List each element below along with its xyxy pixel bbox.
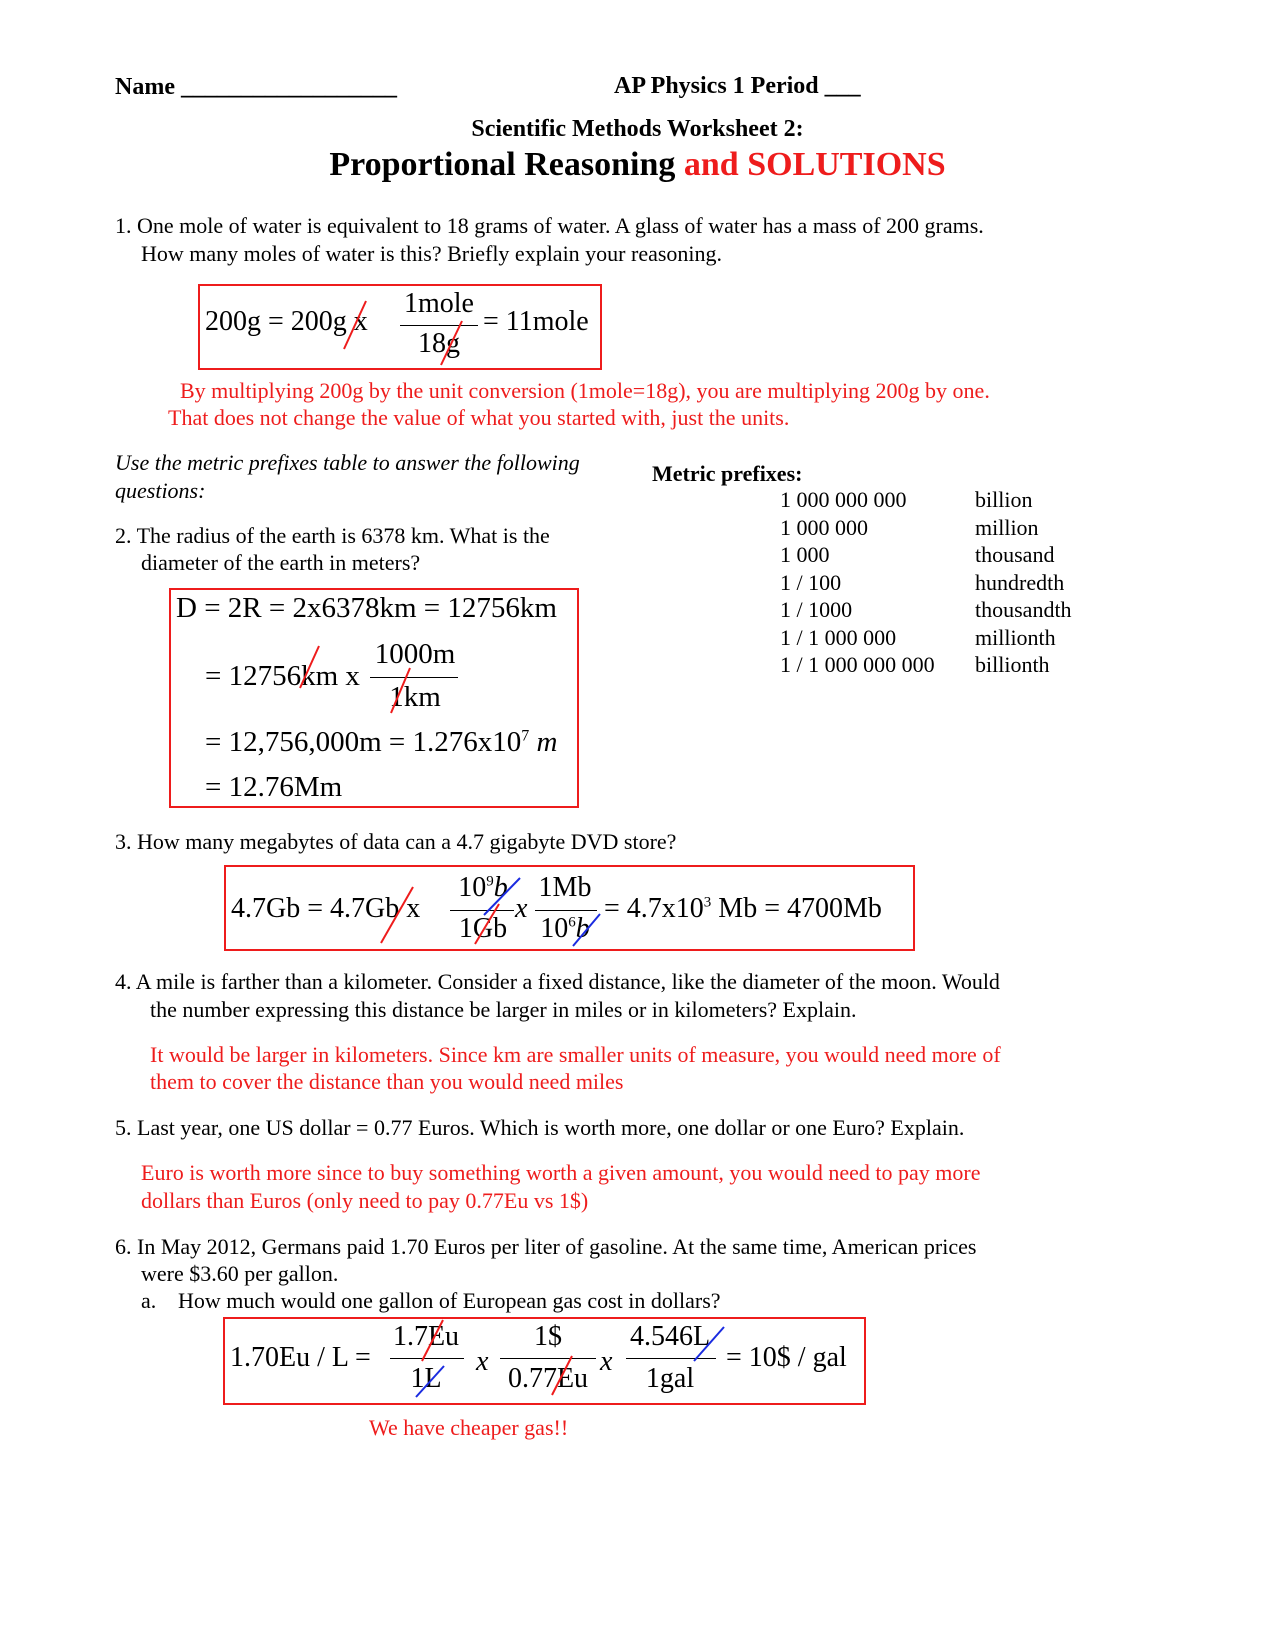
q6-times-2: x (600, 1346, 613, 1377)
q4-text-line2: the number expressing this distance be larger in miles or in kilometers? Explain. (150, 997, 857, 1022)
q6-eq-right: = 10$ / gal (726, 1342, 847, 1373)
worksheet-title (0, 146, 1275, 184)
period-blank: ___ (824, 73, 861, 99)
q6-times-1: x (476, 1346, 489, 1377)
prefix-value: 1 / 1 000 000 000 (780, 652, 935, 677)
q2-text-line2: diameter of the earth in meters? (141, 550, 421, 575)
q3-f2-den-unit: b (575, 913, 590, 944)
prefix-word: thousandth (975, 597, 1072, 622)
prefix-value: 1 / 1000 (780, 597, 853, 622)
prefix-word: billionth (975, 652, 1050, 677)
q2-eq3-exponent: 7 (521, 727, 530, 745)
prefix-word: billion (975, 487, 1033, 512)
prefix-word: million (975, 514, 1039, 540)
q6-fraction-bar-3 (626, 1358, 716, 1359)
q5-answer-line1: Euro is worth more since to buy something worth a given amount, you would need to pay more (141, 1160, 981, 1185)
q3-f1-numerator: $10^9b$ (458, 872, 508, 903)
q3-eq-right-exponent: 3 (703, 894, 712, 911)
worksheet-subtitle: Scientific Methods Worksheet 2: (471, 116, 804, 142)
q6-f3-numerator: 4.546L (629, 1321, 711, 1352)
q6-f2-denominator: 0.77Eu (507, 1363, 589, 1394)
q3-eq-left: 4.7Gb = 4.7Gb x (231, 893, 421, 924)
q3-f1-denominator: 1Gb (458, 913, 508, 944)
q2-eq1: D = 2R = 2x6378km = 12756km (176, 592, 557, 624)
q1-eq-right: = 11mole (483, 306, 589, 337)
q1-explanation-line2: That does not change the value of what you started with, just the units. (168, 405, 790, 430)
title-main: Proportional Reasoning (329, 146, 676, 183)
prefix-value: 1 / 100 (780, 569, 842, 595)
q3-text-line1: 3. How many megabytes of data can a 4.7 gigabyte DVD store? (115, 829, 677, 854)
q6-eq-left: 1.70Eu / L = (230, 1342, 371, 1373)
q5-answer-line2: dollars than Euros (only need to pay 0.77Eu vs 1$) (141, 1188, 589, 1213)
q4-text-line1: 4. A mile is farther than a kilometer. Consider a fixed distance, like the diameter of the moon. Would (115, 969, 1000, 994)
course-label: AP Physics 1 Period ___ (614, 73, 861, 99)
q2-text-line1: 2. The radius of the earth is 6378 km. What is the (115, 523, 550, 548)
q4-answer-line1: It would be larger in kilometers. Since km are smaller units of measure, you would need more of (150, 1042, 1001, 1067)
q2-eq2-denominator: 1km (389, 681, 441, 713)
q5-text-line1: 5. Last year, one US dollar = 0.77 Euros. Which is worth more, one dollar or one Euro? Explain. (115, 1115, 965, 1140)
q6-f1-denominator: 1L (410, 1363, 442, 1394)
prefix-value: 1 000 000 000 (780, 487, 907, 512)
q6-f2-numerator: 1$ (534, 1321, 562, 1352)
q3-f2-den-exponent: 6 (568, 914, 576, 931)
q1-eq-left: 200g = 200g x (205, 306, 368, 337)
q1-eq-denominator: 18g (418, 328, 460, 359)
q1-eq-numerator: 1mole (404, 288, 474, 319)
prefix-value: 1 000 (780, 542, 830, 567)
instructions-line2: questions: (115, 478, 206, 503)
prefix-value: 1 / 1 000 000 (780, 624, 897, 650)
prefix-word: thousand (975, 542, 1055, 567)
q2-eq3-unit: m (536, 726, 558, 758)
name-blank: __________________ (180, 74, 397, 100)
q3-f2-denominator: $10^6b$ (540, 913, 590, 944)
q6-part-a-label: a. (141, 1288, 157, 1313)
q4-answer-line2: them to cover the distance than you would need miles (150, 1069, 624, 1094)
prefix-word: hundredth (975, 569, 1065, 595)
q1-text-line2: How many moles of water is this? Briefly explain your reasoning. (141, 241, 723, 266)
q1-fraction-bar (400, 325, 478, 326)
q3-fraction-bar-1 (450, 910, 514, 911)
q3-f2-numerator: 1Mb (538, 872, 592, 903)
q6-text-line2: were $3.60 per gallon. (141, 1261, 339, 1286)
q6-f1-numerator: 1.7Eu (392, 1321, 460, 1352)
q2-eq2-left: = 12756km x (205, 660, 360, 692)
q2-eq4: = 12.76Mm (205, 771, 343, 803)
q2-eq3: = $12,756,000m = 1.276x10^7$ m (205, 726, 558, 758)
q1-text-line1: 1. One mole of water is equivalent to 18 grams of water. A glass of water has a mass of 200 grams. (115, 213, 984, 238)
q2-eq2-numerator: 1000m (374, 638, 456, 670)
q6-part-a-text: How much would one gallon of European gas cost in dollars? (178, 1288, 721, 1313)
q6-fraction-bar-2 (500, 1358, 596, 1359)
q3-times-2: x (515, 893, 528, 924)
title-solutions: and SOLUTIONS (683, 146, 946, 183)
instructions-line1: Use the metric prefixes table to answer the following (115, 450, 580, 475)
q6-text-line1: 6. In May 2012, Germans paid 1.70 Euros per liter of gasoline. At the same time, American prices (115, 1234, 977, 1259)
q1-explanation-line1: By multiplying 200g by the unit conversion (1mole=18g), you are multiplying 200g by one. (180, 378, 990, 403)
q6-f3-denominator: 1gal (645, 1363, 695, 1394)
prefix-table-heading: Metric prefixes: (652, 461, 803, 486)
q2-fraction-bar (370, 677, 458, 678)
q3-f1-num-exponent: 9 (486, 873, 494, 890)
name-label: Name __________________ (115, 74, 397, 100)
q3-eq-right: = $4.7x10^3$ Mb = 4700Mb (604, 893, 882, 924)
q3-f1-num-unit: b (493, 872, 508, 903)
prefix-value: 1 000 000 (780, 514, 868, 540)
prefix-word: millionth (975, 624, 1056, 650)
q6-note: We have cheaper gas!! (369, 1415, 569, 1440)
q3-fraction-bar-2 (535, 910, 597, 911)
q6-fraction-bar-1 (390, 1358, 464, 1359)
